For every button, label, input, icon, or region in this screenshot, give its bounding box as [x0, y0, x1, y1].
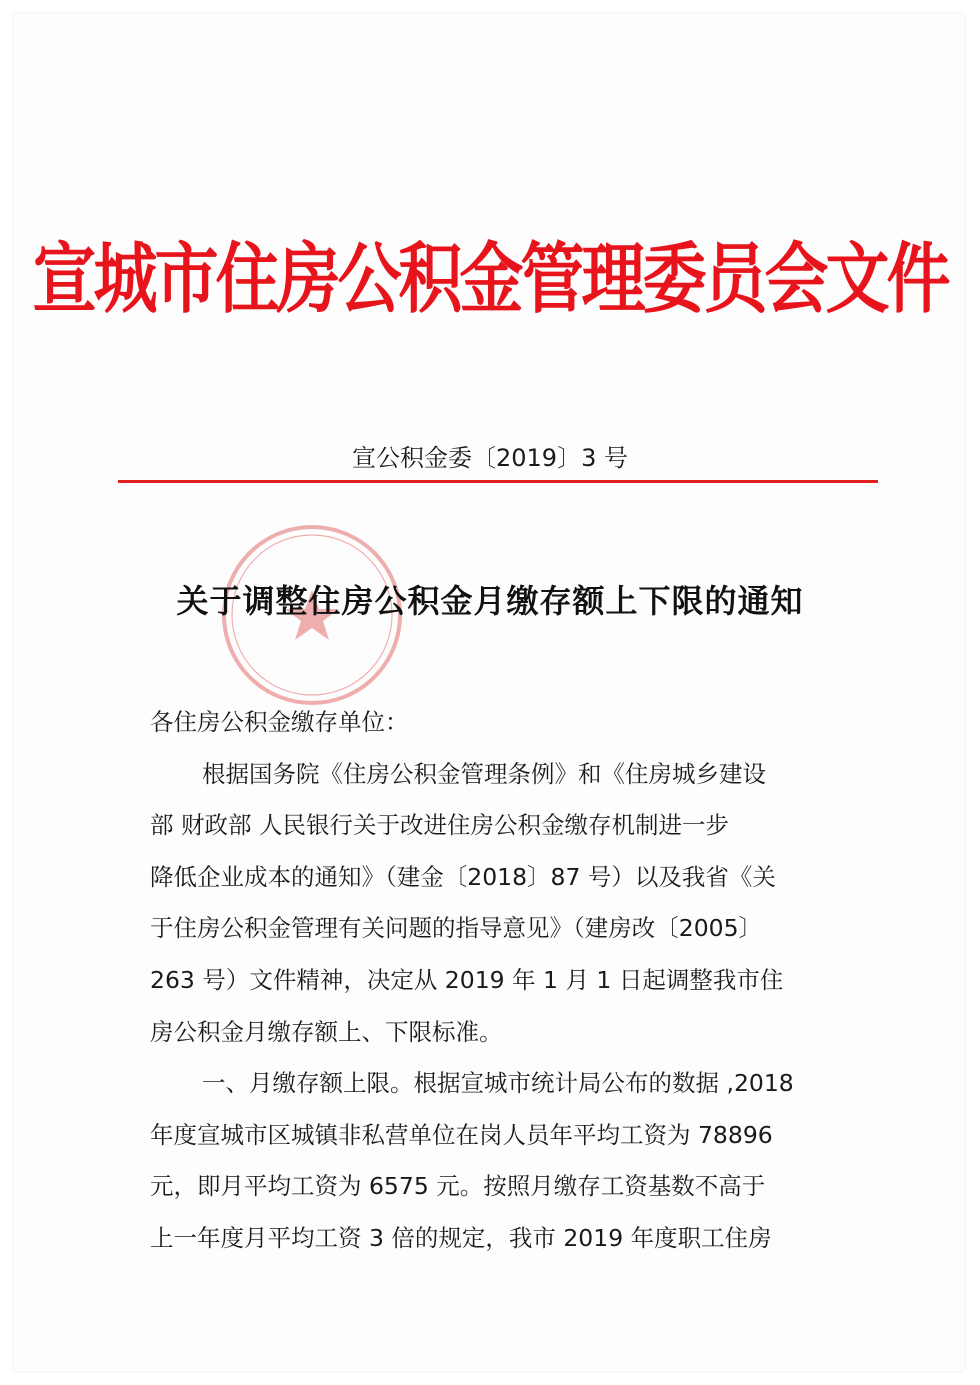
- body-line: 房公积金月缴存额上、下限标准。: [150, 1017, 503, 1046]
- body-line: 一、月缴存额上限。根据宣城市统计局公布的数据 ,2018: [202, 1069, 794, 1098]
- salutation: 各住房公积金缴存单位：: [150, 708, 409, 736]
- red-divider-rule: [118, 480, 878, 483]
- body-line: 根据国务院《住房公积金管理条例》和《住房城乡建设: [202, 759, 766, 788]
- body-line: 263 号）文件精神，决定从 2019 年 1 月 1 日起调整我市住: [150, 965, 784, 994]
- body-line: 上一年度月平均工资 3 倍的规定，我市 2019 年度职工住房: [150, 1223, 772, 1252]
- notice-body: [150, 697, 840, 1265]
- body-line: 于住房公积金管理有关问题的指导意见》（建房改〔2005〕: [150, 914, 763, 943]
- body-line: 部 财政部 人民银行关于改进住房公积金缴存机制进一步: [150, 811, 729, 840]
- document-number: 宣公积金委〔2019〕3 号: [352, 444, 628, 472]
- body-line: 年度宣城市区城镇非私营单位在岗人员年平均工资为 78896: [150, 1120, 773, 1149]
- org-header-title: 宣城市住房公积金管理委员会文件: [32, 234, 948, 325]
- body-line: 元，即月平均工资为 6575 元。按照月缴存工资基数不高于: [150, 1172, 766, 1201]
- body-line: 降低企业成本的通知》（建金〔2018〕87 号）以及我省《关: [150, 862, 776, 891]
- notice-title: 关于调整住房公积金月缴存额上下限的通知: [176, 582, 804, 620]
